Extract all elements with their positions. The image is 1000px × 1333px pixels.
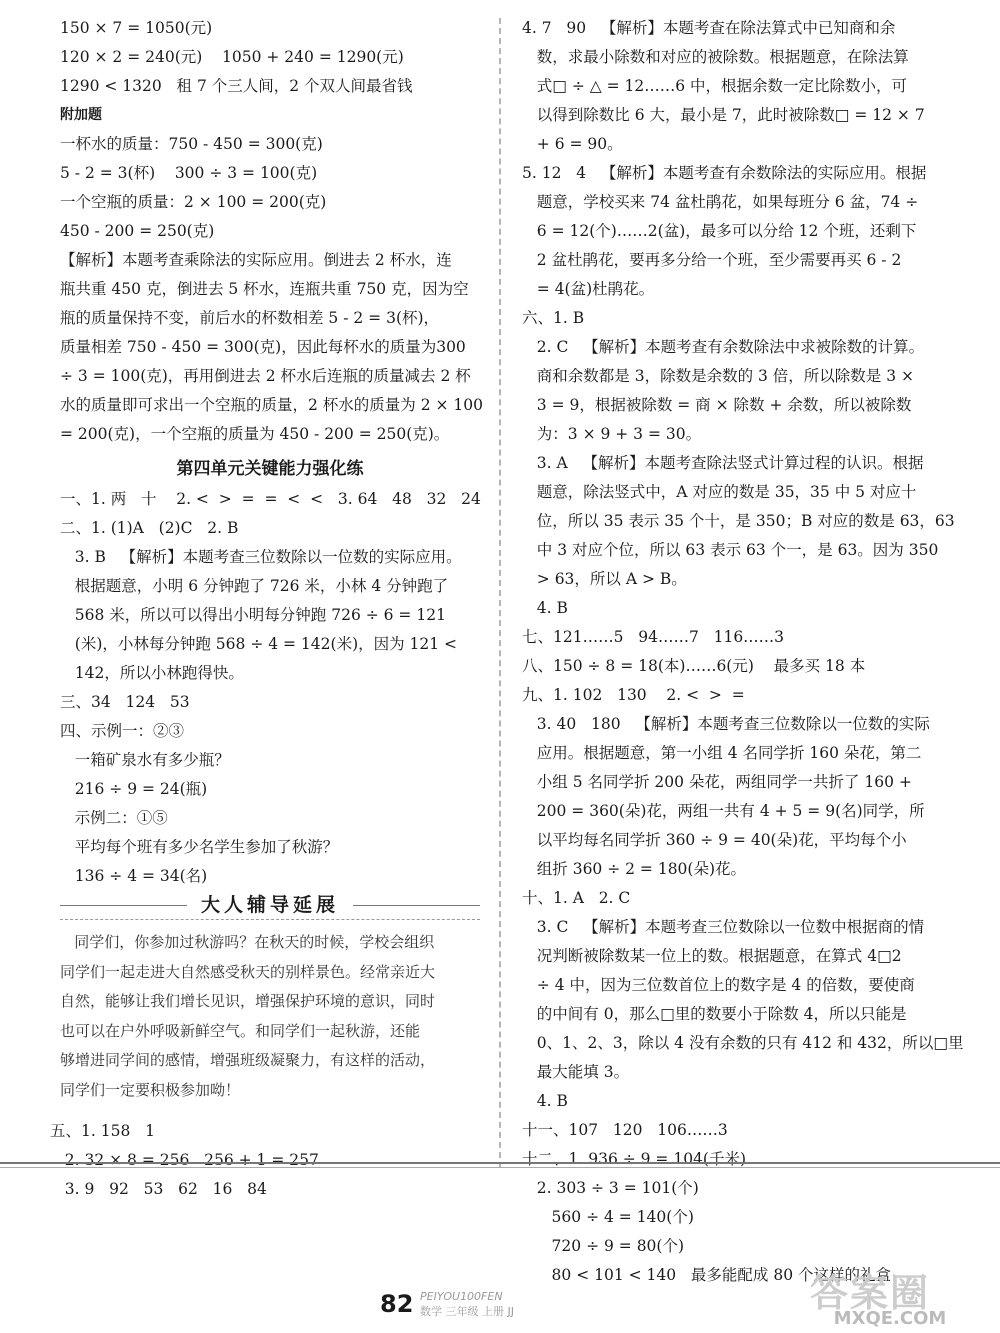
text-line: 的中间有 0，那么□里的数要小于除数 4，所以只能是 (522, 1005, 907, 1023)
text-line: 三、34 124 53 (60, 693, 190, 711)
text-line: 水的质量即可求出一个空瓶的质量，2 杯水的质量为 2 × 100 (60, 396, 484, 414)
text-line: 数，求最小除数和对应的被除数。根据题意，在除法算 (522, 48, 909, 66)
text-line: 应用。根据题意，第一小组 4 名同学折 160 朵花，第二 (522, 744, 922, 762)
footer-rule (0, 1162, 1000, 1164)
text-line: + 6 = 90。 (522, 135, 623, 153)
footer-rule-thin (0, 1167, 1000, 1168)
section-title: 第四单元关键能力强化练 (176, 459, 364, 479)
text-line: 最大能填 3。 (522, 1063, 630, 1081)
text-line: 六、1. B (522, 309, 585, 327)
bonus-lines (60, 130, 484, 449)
text-line: 质量相差 750 - 450 = 300(克)，因此每杯水的质量为300 (60, 338, 466, 356)
watermark-chars: 答案圈 (810, 1271, 931, 1315)
column-divider (499, 18, 501, 1168)
text-line: 位，所以 35 表示 35 个十，是 350；B 对应的数是 63，63 (522, 512, 955, 530)
text-line: 2 盆杜鹃花，要再多分给一个班，至少需要再买 6 - 2 (522, 251, 902, 269)
text-line: 同学们一定要积极参加呦！ (60, 1080, 241, 1099)
text-line: 九、1. 102 130 2. < > = (522, 686, 745, 704)
brand-footer (420, 1290, 514, 1319)
text-line: 6 = 12(个)……2(盆)，最多可以分给 12 个班，还剩下 (522, 222, 917, 240)
text-line: 3. C 【解析】本题考查三位数除以一位数中根据商的情 (522, 918, 925, 936)
tutor-extension-box (60, 894, 480, 1105)
text-line: 4. B (522, 599, 568, 617)
text-line: 200 = 360(朵)花，两组一共有 4 + 5 = 9(名)同学，所 (522, 802, 925, 820)
text-line: 根据题意，小明 6 分钟跑了 726 米，小林 4 分钟跑了 (60, 577, 449, 595)
text-line: 2. 32 × 8 = 256 256 + 1 = 257 (50, 1151, 319, 1169)
text-line: 同学们一起走进大自然感受秋天的别样景色。经常亲近大 (60, 962, 436, 981)
text-line: 以得到除数比 6 大，最小是 7，此时被除数□ = 12 × 7 (522, 106, 925, 124)
text-line: 4. B (522, 1092, 568, 1110)
text-line: ÷ 3 = 100(克)，再用倒进去 2 杯水后连瓶的质量减去 2 杯 (60, 367, 471, 385)
story-text (60, 928, 480, 1105)
text-line: 一箱矿泉水有多少瓶？ (60, 751, 230, 769)
text-line: 同学们，你参加过秋游吗？在秋天的时候，学校会组织 (60, 933, 435, 951)
text-line: 八、150 ÷ 8 = 18(本)……6(元) 最多买 18 本 (522, 657, 866, 675)
text-line: 3. B 【解析】本题考查三位数除以一位数的实际应用。 (60, 548, 462, 566)
text-line: 自然，能够让我们增长见识，增强保护环境的意识，同时 (60, 992, 436, 1010)
text-line: = 4(盆)杜鹃花。 (522, 280, 655, 298)
text-line: 720 ÷ 9 = 80(个) (522, 1237, 685, 1255)
text-line: 3 = 9，根据被除数 = 商 × 除数 + 余数，所以被除数 (522, 396, 912, 414)
text-line: 瓶共重 450 克，倒进去 5 杯水，连瓶共重 750 克，因为空 (60, 280, 469, 298)
text-line: 况判断被除数某一位上的数。根据题意，在算式 4□2 (522, 947, 902, 965)
text-line: 十二、1. 936 ÷ 9 = 104(千米) (522, 1150, 747, 1168)
bottom-lines (50, 1117, 480, 1204)
right-lines (522, 14, 962, 1290)
watermark-url: MXQE.COM (833, 1308, 947, 1329)
text-line: 商和余数都是 3，除数是余数的 3 倍，所以除数是 3 × (522, 367, 914, 385)
watermark (800, 1262, 980, 1329)
text-line: 5. 12 4 【解析】本题考查有余数除法的实际应用。根据 (522, 164, 927, 182)
text-line: 一杯水的质量：750 - 450 = 300(克) (60, 135, 323, 153)
text-line: 题意，学校买来 74 盆杜鹃花，如果每班分 6 盆，74 ÷ (522, 193, 919, 211)
text-line: 二、1. (1)A (2)C 2. B (60, 519, 239, 537)
subject-info: 数学 三年级 上册 JJ (420, 1305, 514, 1318)
bonus-label: 附加题 (60, 107, 102, 123)
text-line: 十、1. A 2. C (522, 889, 631, 907)
text-line: 以平均每名同学折 360 ÷ 9 = 40(朵)花，平均每个小 (522, 831, 907, 849)
text-line: > 63，所以 A > B。 (522, 570, 687, 588)
left-column (50, 14, 484, 1204)
text-line: 3. 40 180 【解析】本题考查三位数除以一位数的实际 (522, 715, 930, 733)
text-line: 136 ÷ 4 = 34(名) (60, 867, 208, 885)
section-lines (60, 485, 480, 891)
page-number: 82 (380, 1290, 414, 1318)
text-line: 2. 303 ÷ 3 = 101(个) (522, 1179, 699, 1197)
text-line: 3. 9 92 53 62 16 84 (50, 1180, 267, 1198)
box-title: 大人辅导延展 (187, 890, 353, 917)
text-line: 80 < 101 < 140 最多能配成 80 个这样的礼盒 (522, 1266, 891, 1284)
brand-name: PEIYOU100FEN (420, 1290, 503, 1303)
text-line: 为：3 × 9 + 3 = 30。 (522, 425, 702, 443)
text-line: = 200(克)，一个空瓶的质量为 450 - 200 = 250(克)。 (60, 425, 450, 443)
text-line: 1290 < 1320 租 7 个三人间，2 个双人间最省钱 (60, 77, 413, 95)
text-line: (米)，小林每分钟跑 568 ÷ 4 = 142(米)，因为 121 < (60, 635, 458, 653)
text-line: 216 ÷ 9 = 24(瓶) (60, 780, 208, 798)
text-line: 七、121……5 94……7 116……3 (522, 628, 785, 646)
text-line: 组折 360 ÷ 2 = 180(朵)花。 (522, 860, 747, 878)
text-line: 式□ ÷ △ = 12……6 中，根据余数一定比除数小，可 (522, 77, 908, 95)
text-line: 示例二：①⑤ (60, 809, 168, 827)
text-line: 568 米，所以可以得出小明每分钟跑 726 ÷ 6 = 121 (60, 606, 446, 624)
right-column (522, 14, 962, 1290)
text-line: 题意，除法竖式中，A 对应的数是 35，35 中 5 对应十 (522, 483, 917, 501)
text-line: 0、1、2、3，除以 4 没有余数的只有 412 和 432，所以□里 (522, 1034, 964, 1052)
text-line: 120 × 2 = 240(元) 1050 + 240 = 1290(元) (60, 48, 404, 66)
text-line: 瓶的质量保持不变，前后水的杯数相差 5 - 2 = 3(杯)， (60, 309, 440, 327)
text-line: 一、1. 两 十 2. < > = = < < 3. 64 48 32 24 (60, 490, 481, 508)
text-line: 4. 7 90 【解析】本题考查在除法算式中已知商和余 (522, 19, 896, 37)
text-line: 150 × 7 = 1050(元) (60, 19, 213, 37)
text-line: 2. C 【解析】本题考查有余数除法中求被除数的计算。 (522, 338, 925, 356)
box-rule (60, 919, 480, 922)
text-line: 450 - 200 = 250(克) (60, 222, 215, 240)
text-line: 十一、107 120 106……3 (522, 1121, 728, 1139)
text-line: 3. A 【解析】本题考查除法竖式计算过程的认识。根据 (522, 454, 924, 472)
text-line: 小组 5 名同学折 200 朵花，两组同学一共折了 160 + (522, 773, 912, 791)
top-lines (60, 14, 480, 101)
text-line: 560 ÷ 4 = 140(个) (522, 1208, 694, 1226)
text-line: ÷ 4 中，因为三位数首位上的数字是 4 的倍数，要使商 (522, 976, 915, 994)
text-line: 中 3 对应个位，所以 63 表示 63 个一，是 63。因为 350 (522, 541, 939, 559)
text-line: 平均每个班有多少名学生参加了秋游？ (60, 838, 339, 856)
text-line: 5 - 2 = 3(杯) 300 ÷ 3 = 100(克) (60, 164, 318, 182)
text-line: 142，所以小林跑得快。 (60, 664, 244, 682)
text-line: 够增进同学间的感情，增强班级凝聚力，有这样的活动， (60, 1051, 436, 1069)
text-line: 五、1. 158 1 (50, 1122, 155, 1140)
text-line: 一个空瓶的质量：2 × 100 = 200(克) (60, 193, 327, 211)
text-line: 【解析】本题考查乘除法的实际应用。倒进去 2 杯水，连 (60, 251, 452, 269)
text-line: 四、示例一：②③ (60, 722, 185, 740)
text-line: 也可以在户外呼吸新鲜空气。和同学们一起秋游，还能 (60, 1021, 421, 1040)
